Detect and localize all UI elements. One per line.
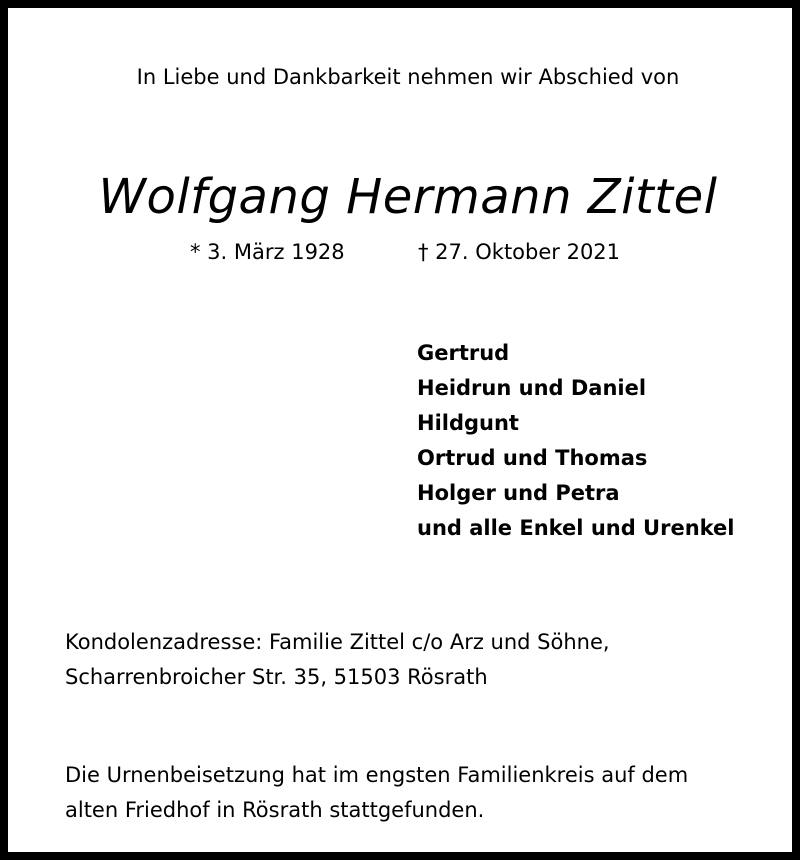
burial-line: alten Friedhof in Rösrath stattgefunden. [65, 798, 485, 822]
death-date: † 27. Oktober 2021 [418, 240, 621, 264]
burial-line: Die Urnenbeisetzung hat im engsten Familienkreis auf dem [65, 763, 689, 787]
mourner-name: Gertrud [417, 341, 510, 365]
mourner-name: Holger und Petra [417, 481, 620, 505]
condolence-address [65, 625, 610, 695]
mourner-name: Heidrun und Daniel [417, 376, 647, 400]
mourners-list [417, 336, 735, 546]
birth-date: * 3. März 1928 [190, 240, 345, 264]
condolence-line: Kondolenzadresse: Familie Zittel c/o Arz und Söhne, [65, 630, 610, 654]
intro-text: In Liebe und Dankbarkeit nehmen wir Abschied von [136, 65, 680, 89]
mourner-name: Ortrud und Thomas [417, 446, 648, 470]
deceased-name: Wolfgang Hermann Zittel [98, 169, 718, 225]
condolence-line: Scharrenbroicher Str. 35, 51503 Rösrath [65, 665, 488, 689]
mourner-name: Hildgunt [417, 411, 519, 435]
mourner-name: und alle Enkel und Urenkel [417, 516, 735, 540]
burial-note [65, 758, 688, 828]
